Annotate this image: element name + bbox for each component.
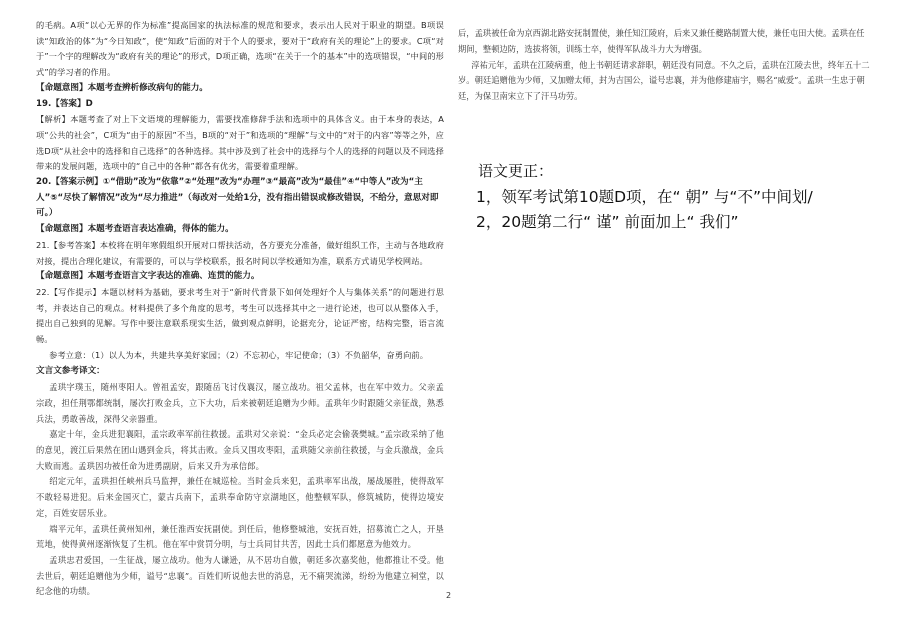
- explanation-paragraph: 的毛病。A项“以心无界的作为标准”提高国家的执法标准的规范和要求，表示出人民对于职业的期望。B项误读“知政治的体”为“今日知政”，使“知政”后面的对于个人的要求，要对于“政府有关的理论”上的要求。C项“对于”一个字的理解改为“政府有关的理论”的形式，D项正确，选项“在关于一个的基本”中的选项错误，“中间的形式”的学习者的作用。: [36, 20, 444, 78]
- translation-paragraph: 端平元年，孟珙任黄州知州，兼任淮西安抚副使。到任后，他修整城池，安抚百姓，招募流亡之人，开垦荒地，使得黄州逐渐恢复了生机。他在军中赏罚分明，与士兵同甘共苦，因此士兵们都愿意为他效力。: [36, 523, 444, 550]
- section-heading: 【命题意图】本题考查语言表达准确，得体的能力。: [36, 224, 234, 235]
- correction-notice: [476, 160, 881, 235]
- translation-paragraph: 后，孟珙被任命为京西湖北路安抚制置使，兼任知江陵府，后来又兼任夔路制置大使，兼任屯田大使。孟珙在任期间，整顿边防，选拔将领，训练士卒，使得军队战斗力大为增强。: [458, 28, 865, 54]
- translation-paragraph: 绍定元年，孟珙担任峡州兵马监押，兼任在城巡检。当时金兵来犯，孟珙率军出战，屡战屡胜，使得敌军不敢轻易进犯。后来金国灭亡，蒙古兵南下，孟珙奉命防守京湖地区，他整顿军队，修筑城防，使得边境安定，百姓安居乐业。: [36, 476, 444, 518]
- translation-paragraph: 孟珙忠君爱国，一生征战，屡立战功。他为人谦逊，从不居功自傲，朝廷多次嘉奖他，他都推让不受。他去世后，朝廷追赠他为少师，谥号“忠襄”。百姓们听说他去世的消息，无不痛哭流涕，纷纷为他建立祠堂，以纪念他的功绩。: [36, 554, 444, 597]
- translation-continued-column: [458, 26, 872, 105]
- correction-title: 语文更正：: [478, 162, 554, 180]
- page-number: 2: [446, 591, 452, 600]
- explanation-paragraph: 21.【参考答案】本校将在明年寒假组织开展对口帮扶活动，各方要充分准备，做好组织工作，主动与各地政府对接，提出合理化建议，有需要的，可以与学校联系，报名时间以学校通知为准，联系方式请见学校网站。: [36, 239, 444, 266]
- section-heading: 【命题意图】本题考查辨析修改病句的能力。: [36, 82, 208, 93]
- correction-line-1: 1，领军考试第10题D项，在“ 朝” 与“不”中间划/: [476, 188, 813, 206]
- answer-explanation-column: [36, 18, 444, 600]
- correction-line-2: 2，20题第二行“ 谨” 前面加上“ 我们”: [476, 213, 739, 231]
- explanation-paragraph: 【解析】本题考查了对上下文语境的理解能力，需要找准修辞手法和选项中的具体含义。由于本身的表达，A项“公共的社会”，C项为“由于的原因”不当，B项的“对于”和选项的“理解”与文中的“对于的内容”等等之外，应选D项“从社会中的选择和自己选择”的各种选择。其中涉及到了社会中的选择与个人的选择的问题以及不同选择带来的发展问题，选项中的“自己中的各种”都各有优劣，需要着重理解。: [36, 114, 444, 172]
- section-heading: 20.【答案示例】①“借助”改为“依靠”②“处理”改为“办理”③“最高”改为“最佳”④“中等人”改为“主人”⑤“尽快了解情况”改为“尽力推进”（每改对一处给1分，没有指出错误或修改错误，不给分，意思对即可。）: [36, 177, 439, 219]
- explanation-paragraph: 参考立意：（1）以人为本，共建共享美好家园；（2）不忘初心，牢记使命；（3）不负韶华，奋勇向前。: [49, 349, 429, 360]
- translation-heading: 文言文参考译文：: [36, 366, 105, 377]
- explanation-paragraph: 22.【写作提示】本题以材料为基础，要求考生对于“新时代背景下如何处理好个人与集体关系”的问题进行思考，并表达自己的观点。材料提供了多个角度的思考，考生可以选择其中之一进行论述，也可以从整体入手，提出自己独到的见解。写作中要注意联系现实生活，做到观点鲜明，论据充分，论证严密，结构完整，语言流畅。: [36, 286, 444, 345]
- translation-paragraph: 嘉定十年，金兵进犯襄阳，孟宗政率军前往救援。孟珙对父亲说：“金兵必定会偷袭樊城。”孟宗政采纳了他的意见，渡江后果然在团山遇到金兵，将其击败。金兵又围攻枣阳，孟珙随父亲前往救援，与金兵激战，金兵大败而逃。孟珙因功被任命为进勇副尉，后来又升为承信郎。: [36, 429, 444, 471]
- translation-paragraph: 孟珙字璞玉，随州枣阳人。曾祖孟安，跟随岳飞讨伐襄汉，屡立战功。祖父孟林，也在军中效力。父亲孟宗政，担任荆鄂都统制，屡次打败金兵，立下大功，后来被朝廷追赠为少师。孟珙年少时跟随父亲征战，熟悉兵法，勇敢善战，深得父亲器重。: [36, 382, 444, 424]
- section-heading: 【命题意图】本题考查语言文字表达的准确、连贯的能力。: [36, 271, 260, 282]
- section-heading: 19.【答案】D: [36, 98, 93, 109]
- translation-paragraph: 淳祐元年，孟珙在江陵病重，他上书朝廷请求辞职，朝廷没有同意。不久之后，孟珙在江陵去世，终年五十二岁。朝廷追赠他为少师，又加赠太师，封为吉国公，谥号忠襄，并为他修建庙宇，赐名“威爱”。孟珙一生忠于朝廷，为保卫南宋立下了汗马功劳。: [458, 59, 870, 102]
